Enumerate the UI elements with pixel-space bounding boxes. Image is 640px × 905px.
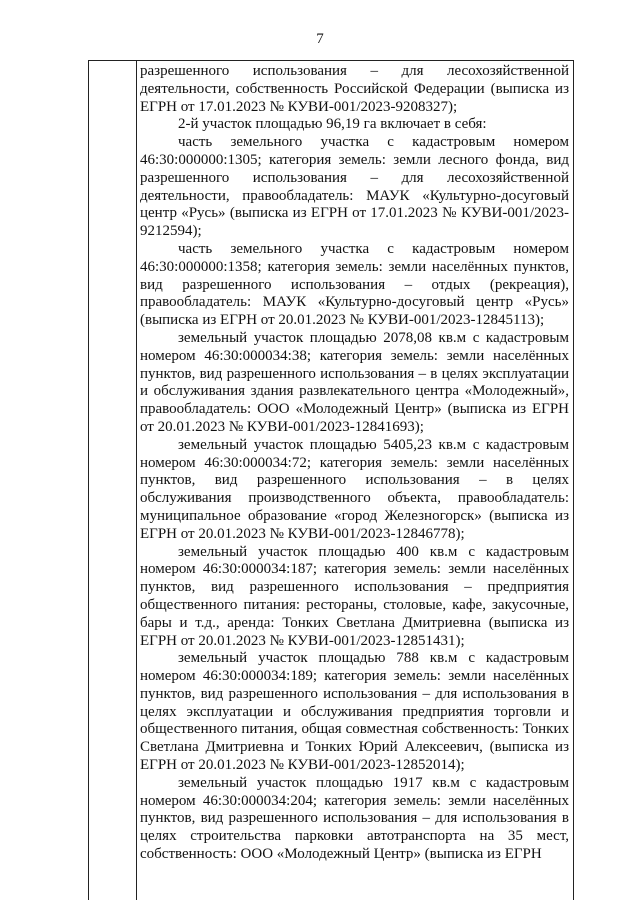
paragraph-parcel-1305: часть земельного участка с кадастровым номером 46:30:000000:1305; категория земель: земли лесного фонда, вид разрешенного использования – для лесохозяйственной деятельности, правообладатель: МАУК «Культурно-досуговый центр «Русь» (выписка из ЕГРН от 17.01.2023 № КУВИ-001/2023-9212594); bbox=[140, 134, 569, 240]
paragraph-parcel-204: земельный участок площадью 1917 кв.м с кадастровым номером 46:30:000034:204; категория земель: земли населённых пунктов, вид разрешенного использования – для использования в целях строительства парковки автотранспорта на 35 мест, собственность: ООО «Молодежный Центр» (выписка из ЕГРН bbox=[140, 774, 569, 863]
paragraph-parcel-72: земельный участок площадью 5405,23 кв.м с кадастровым номером 46:30:000034:72; категория земель: земли населённых пунктов, вид разрешенного использования – в целях обслуживания производственного объекта, правообладатель: муниципальное образование «город Железногорск» (выписка из ЕГРН от 20.01.2023 № КУВИ-001/2023-12846778); bbox=[140, 436, 569, 542]
paragraph-parcel-38: земельный участок площадью 2078,08 кв.м с кадастровым номером 46:30:000034:38; категория земель: земли населённых пунктов, вид разрешенного использования – в целях эксплуатации и обслуживания здания развлекательного центра «Молодежный», правообладатель: ООО «Молодежный Центр» (выписка из ЕГРН от 20.01.2023 № КУВИ-001/2023-12841693); bbox=[140, 329, 569, 435]
paragraph-continuation: разрешенного использования – для лесохозяйственной деятельности, собственность Российской Федерации (выписка из ЕГРН от 17.01.2023 № КУВИ-001/2023-9208327); bbox=[140, 63, 569, 115]
paragraph-parcel-1358: часть земельного участка с кадастровым номером 46:30:000000:1358; категория земель: земли населённых пунктов, вид разрешенного использования – отдых (рекреация), правообладатель: МАУК «Культурно-досуговый центр «Русь» (выписка из ЕГРН от 20.01.2023 № КУВИ-001/2023-12845113); bbox=[140, 240, 569, 329]
table-content-cell bbox=[140, 63, 569, 864]
table-column-divider bbox=[136, 60, 137, 900]
paragraph-parcel-187: земельный участок площадью 400 кв.м с кадастровым номером 46:30:000034:187; категория земель: земли населённых пунктов, вид разрешенного использования – предприятия общественного питания: рестораны, столовые, кафе, закусочные, бары и т.д., аренда: Тонких Светлана Дмитриевна (выписка из ЕГРН от 20.01.2023 № КУВИ-001/2023-12851431); bbox=[140, 543, 569, 649]
paragraph-plot-2-heading: 2-й участок площадью 96,19 га включает в себя: bbox=[178, 116, 487, 133]
page-number: 7 bbox=[316, 31, 324, 47]
paragraph-parcel-189: земельный участок площадью 788 кв.м с кадастровым номером 46:30:000034:189; категория земель: земли населённых пунктов, вид разрешенного использования – для использования в целях эксплуатации и обслуживания предприятия торговли и общественного питания, общая совместная собственность: Тонких Светлана Дмитриевна и Тонких Юрий Алексеевич, (выписка из ЕГРН от 20.01.2023 № КУВИ-001/2023-12852014); bbox=[140, 650, 569, 774]
